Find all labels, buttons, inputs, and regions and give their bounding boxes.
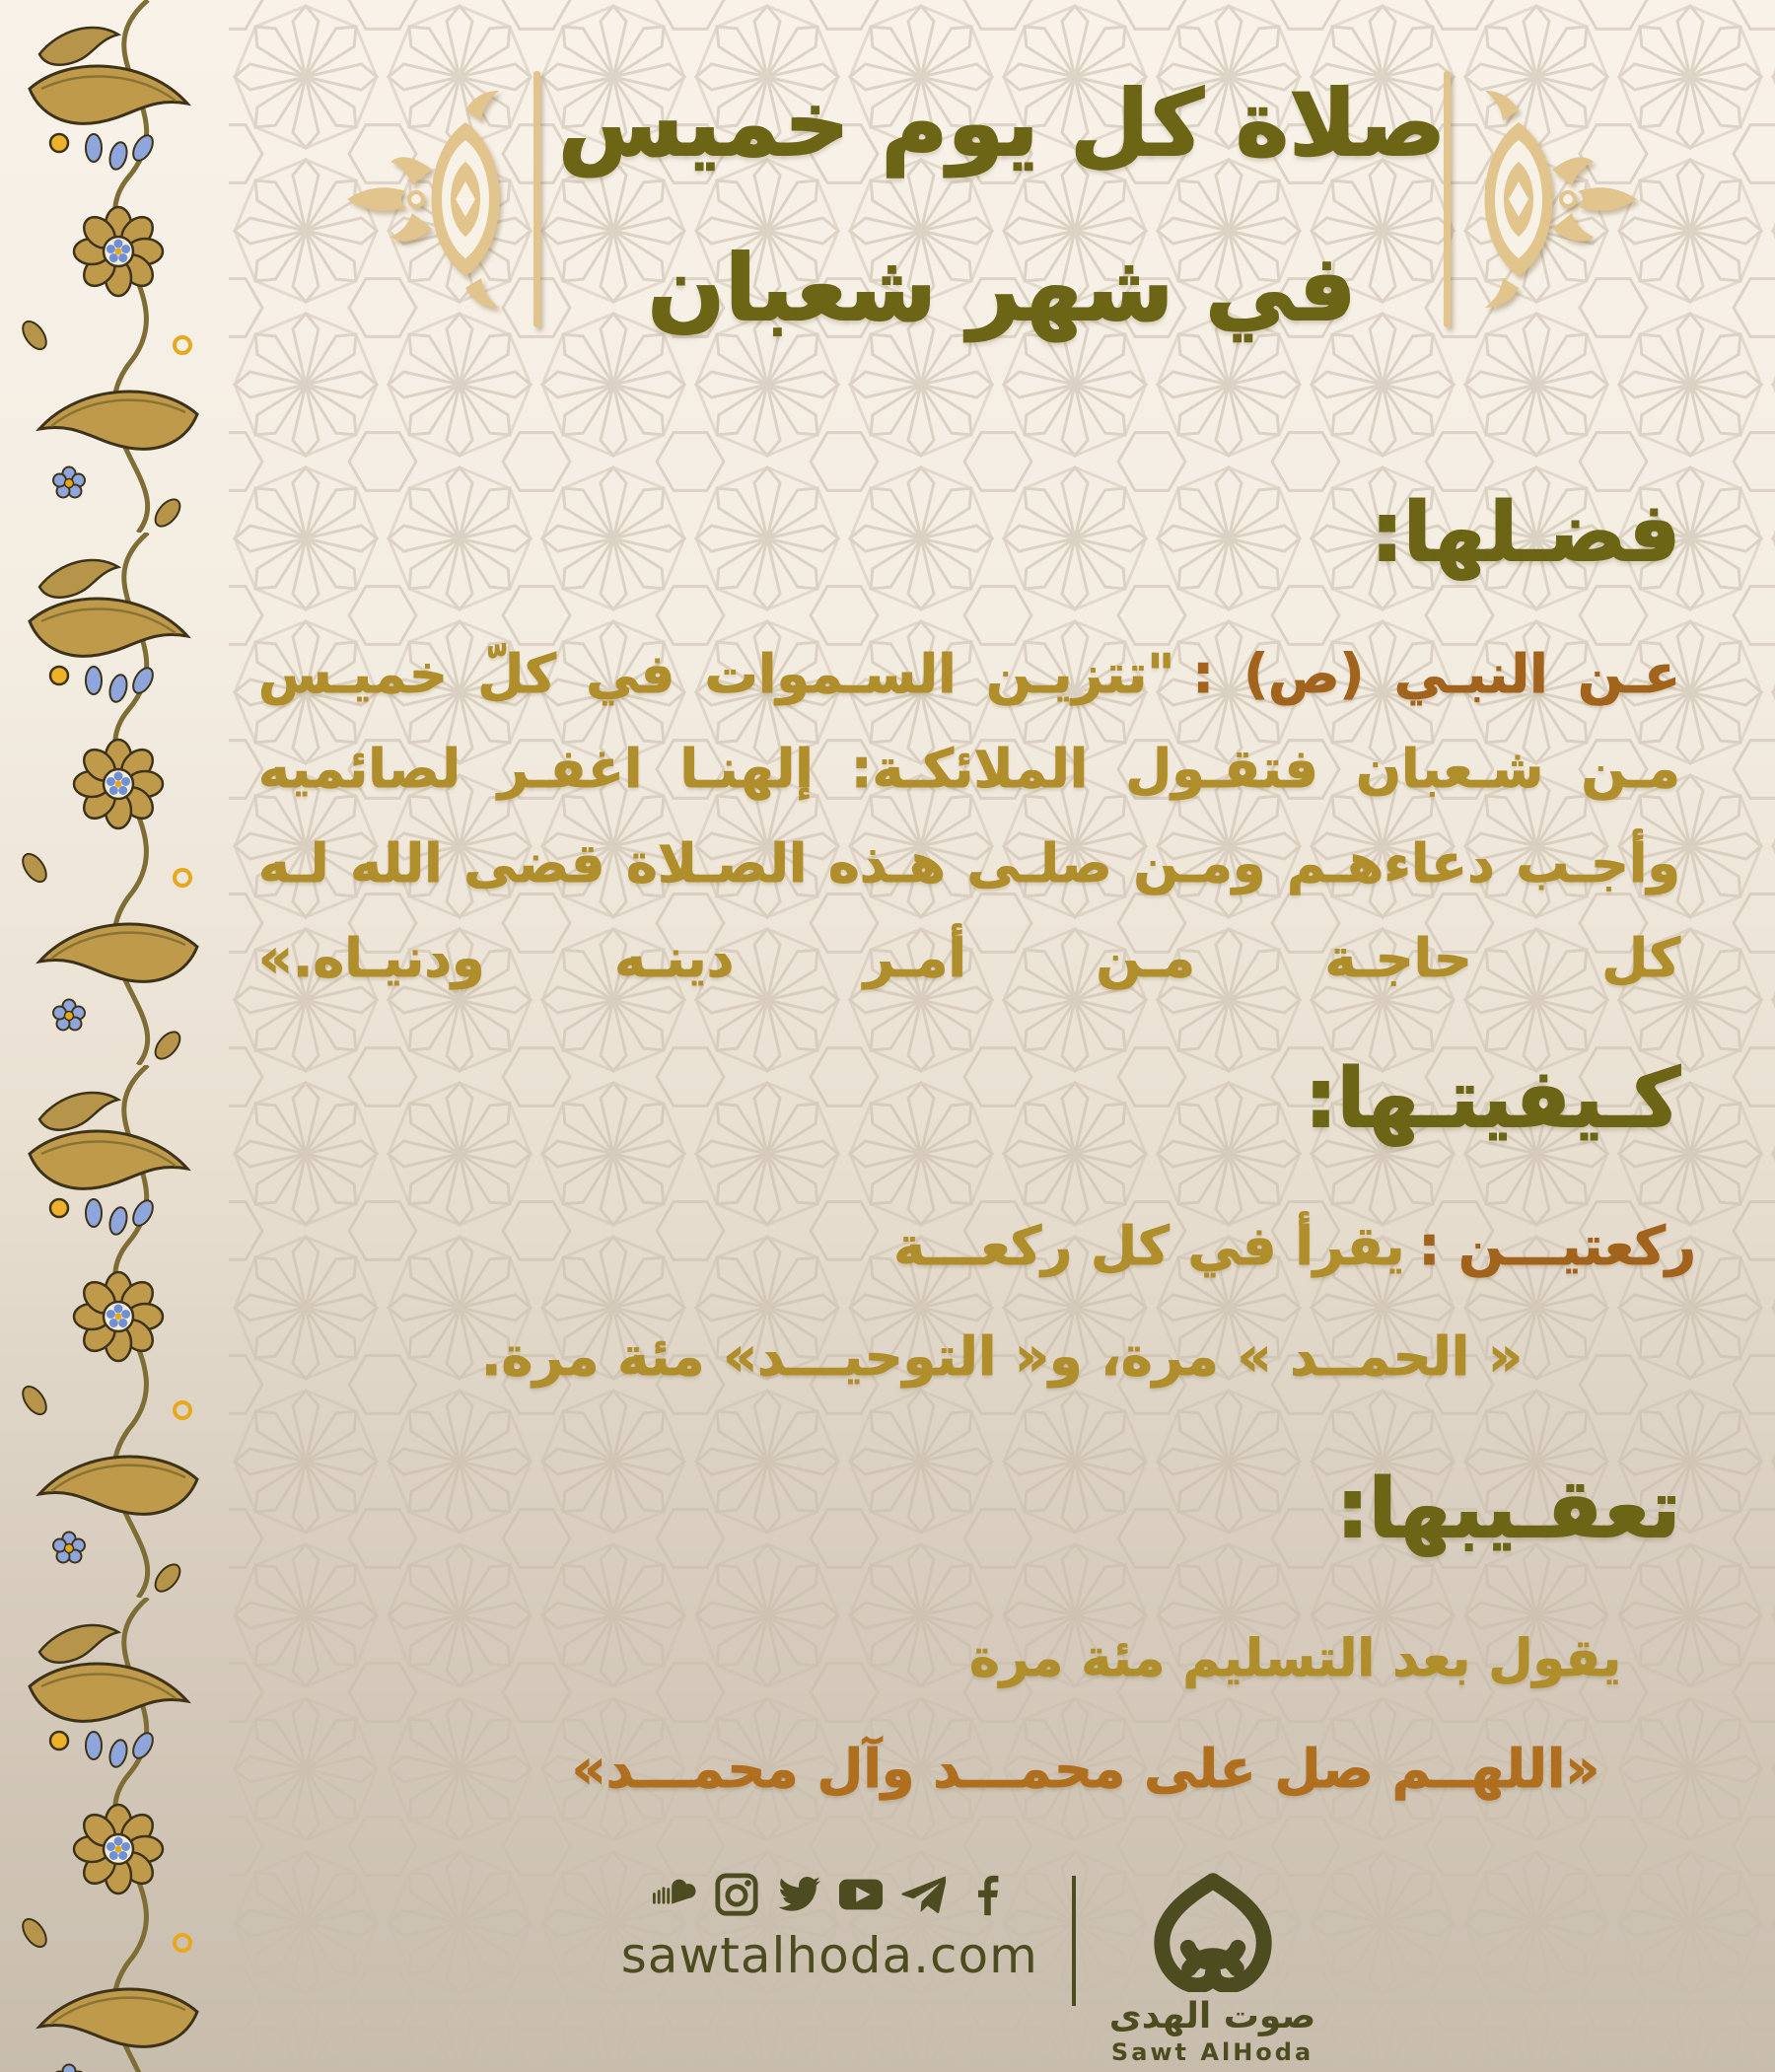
logo-text-arabic: صوت الهدى — [1108, 1996, 1316, 2036]
method-line-1-text: يقرأ في كل ركعـــة — [893, 1215, 1405, 1277]
website-url[interactable]: sawtalhoda.com — [620, 1927, 1038, 1984]
virtue-hadith — [229, 627, 1775, 1006]
facebook-icon[interactable] — [962, 1872, 1008, 1917]
social-icons-row — [652, 1872, 1008, 1917]
rakatayn-label: ركعتيـــن : — [1418, 1215, 1696, 1277]
twitter-icon[interactable] — [776, 1872, 821, 1917]
telegram-icon[interactable] — [900, 1872, 946, 1917]
followup-heading: تعقـيبها: — [1336, 1463, 1680, 1556]
virtue-heading: فضـلها: — [1371, 486, 1680, 580]
hadith-text: "تتزيـن السـموات في كلّ خميـس مـن شـعبان فتقـول الملائكـة: إلهنـا اغفـر لصائميه وأجـب دعاءهـم ومـن صلـى هـذه الصـلاة قضى الله لـه كل حاجـة مـن أمـر دينـه ودنيـاه.» — [258, 643, 1680, 990]
method-line-2: « الحمــد » مرة، و« التوحيـــد» مئة مرة. — [481, 1325, 1523, 1388]
followup-line-2: «اللهــم صل على محمـــد وآل محمـــد» — [571, 1738, 1600, 1800]
method-line-1 — [229, 1209, 1775, 1284]
brand-logo — [1109, 1872, 1315, 2064]
hadith-narrator: عـن النبـي (ص) : — [1192, 643, 1680, 705]
instagram-icon[interactable] — [714, 1872, 759, 1917]
logo-text-latin: Sawt AlHoda — [1110, 2038, 1314, 2066]
soundcloud-icon[interactable] — [652, 1872, 697, 1917]
method-heading: كـيفيتـها: — [1305, 1052, 1680, 1146]
title-line-2: في شهر شعبان — [647, 236, 1357, 342]
page-title — [229, 41, 1775, 372]
sawt-alhoda-logo-icon — [1145, 1872, 1281, 1995]
youtube-icon[interactable] — [838, 1872, 884, 1917]
content — [229, 0, 1775, 2072]
footer — [195, 1872, 1741, 2064]
footer-divider — [1072, 1876, 1076, 2006]
title-line-1: صلاة كل يوم خميس — [557, 71, 1446, 177]
followup-line-1: يقول بعد التسليم مئة مرة — [969, 1629, 1621, 1688]
social-column — [621, 1872, 1038, 1984]
floral-border — [0, 0, 229, 2072]
